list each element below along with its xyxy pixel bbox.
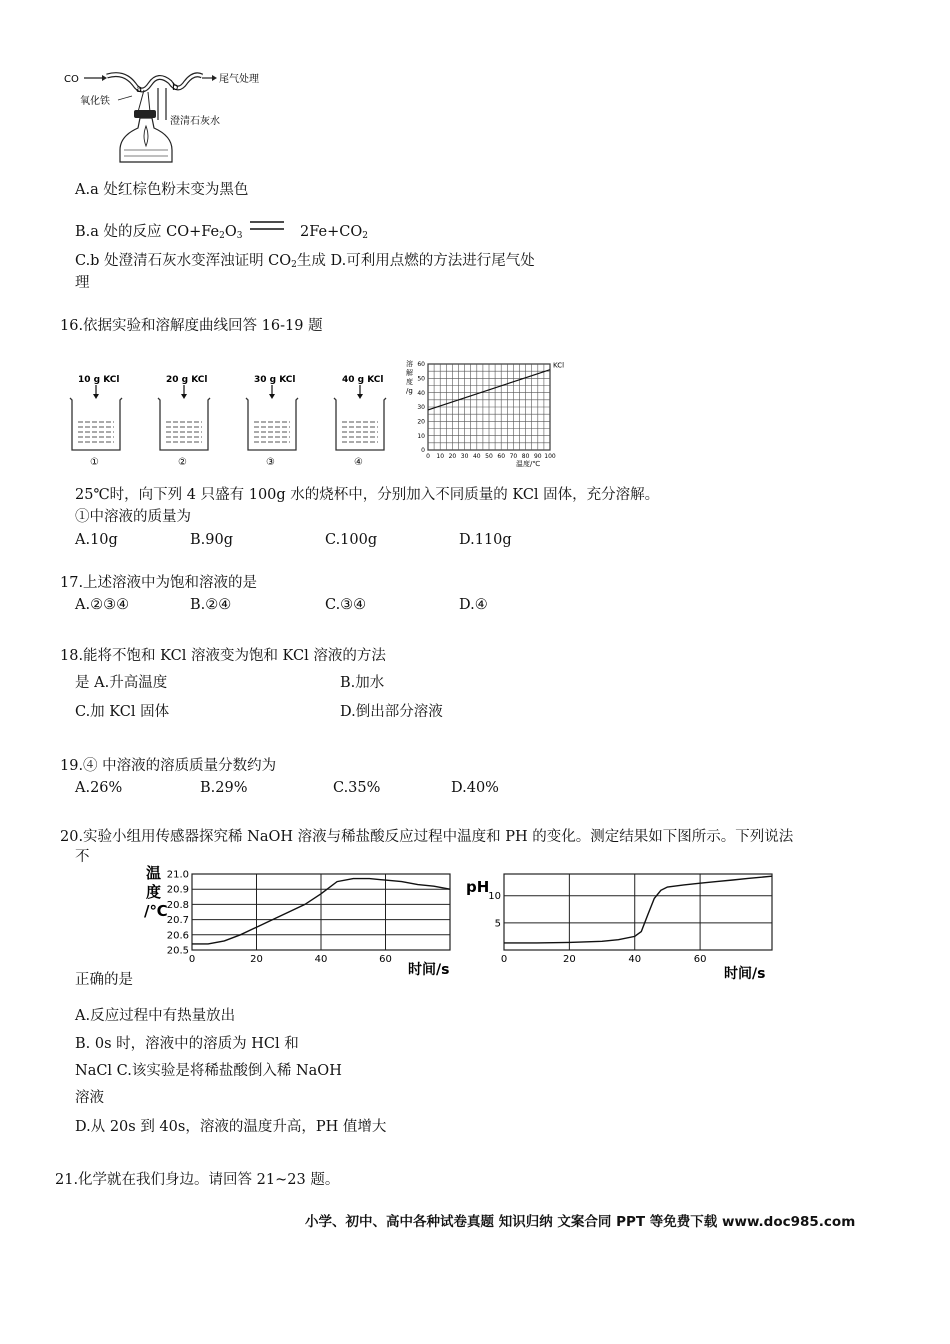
y-tick-label: 30 — [417, 404, 425, 412]
x-tick-label: 20 — [250, 954, 263, 965]
x-tick-label: 20 — [448, 453, 457, 460]
x-tick-label: 60 — [497, 453, 506, 460]
y-axis-label: 度 — [406, 378, 413, 386]
q18-option-c: C.加 KCl 固体 — [75, 704, 170, 720]
x-tick-label: 10 — [436, 453, 445, 460]
equals-sign — [250, 218, 286, 234]
q17-option-a: A.②③④ — [75, 597, 130, 613]
q20-stem-wrap: 不 — [75, 849, 90, 865]
q16-option-c: C.100g — [325, 532, 378, 548]
q17-option-c: C.③④ — [325, 597, 367, 613]
beaker-label-1: 10 g KCl — [78, 375, 120, 385]
beaker-arrowhead-1 — [93, 394, 99, 399]
ph-chart — [462, 862, 782, 980]
y-tick-label: 20 — [417, 418, 425, 426]
q15-option-b-sub3: 2 — [362, 231, 368, 241]
x-tick-label: 70 — [509, 453, 518, 460]
q16-option-d: D.110g — [459, 532, 512, 548]
y-tick-label: 20.6 — [166, 930, 189, 942]
q19-stem: 19.④ 中溶液的溶质质量分数约为 — [60, 758, 277, 774]
q20-stem: 20.实验小组用传感器探究稀 NaOH 溶液与稀盐酸反应过程中温度和 PH 的变化。测定结果如下图所示。下列说法 — [60, 829, 794, 845]
co-label: CO — [64, 74, 79, 85]
q19-option-c: C.35% — [333, 780, 381, 796]
q15-option-b-sub2: 3 — [236, 231, 243, 241]
footer-ad: 小学、初中、高中各种试卷真题 知识归纳 文案合同 PPT 等免费下载 www.doc985.com — [305, 1214, 856, 1230]
q17-option-d: D.④ — [459, 597, 488, 613]
series-label: KCl — [553, 361, 565, 370]
x-tick-label: 40 — [628, 954, 642, 965]
y-axis-label: /g — [406, 387, 413, 395]
q16-option-b: B.90g — [190, 532, 233, 548]
beaker-number-3: ③ — [266, 457, 275, 468]
q18-option-b: B.加水 — [340, 675, 385, 691]
q15-option-c — [75, 251, 535, 275]
x-tick-label: 100 — [544, 453, 556, 460]
beaker-number-1: ① — [90, 457, 99, 468]
x-axis-label: 时间/s — [724, 966, 766, 982]
beakers-figure — [66, 370, 386, 470]
apparatus-diagram — [62, 66, 282, 166]
beaker-label-2: 20 g KCl — [166, 375, 208, 385]
y-axis-label: pH — [466, 878, 490, 896]
q17-stem: 17.上述溶液中为饱和溶液的是 — [60, 575, 258, 591]
q20-option-a: A.反应过程中有热量放出 — [75, 1008, 236, 1024]
q15-option-b-prefix: B.a 处的反应 CO+Fe — [75, 224, 220, 240]
x-tick-label: 20 — [562, 954, 576, 965]
exhaust-label: 尾气处理 — [219, 74, 259, 85]
x-tick-label: 0 — [188, 954, 196, 965]
q15-option-c-prefix: C.b 处澄清石灰水变浑浊证明 CO — [75, 253, 292, 269]
kcl-solubility-chart — [404, 358, 574, 470]
b-label: b — [172, 82, 179, 93]
y-axis-label: 解 — [406, 369, 413, 377]
q16-text1: 25℃时，向下列 4 只盛有 100g 水的烧杯中，分别加入不同质量的 KCl 固体，充分溶解。 — [75, 487, 660, 503]
series-line — [504, 876, 772, 943]
q21-stem: 21.化学就在我们身边。请回答 21~23 题。 — [55, 1172, 340, 1188]
q15-option-c-sub: 2 — [291, 260, 297, 270]
beaker-arrowhead-2 — [181, 394, 187, 399]
q16-stem: 16.依据实验和溶解度曲线回答 16-19 题 — [60, 318, 323, 334]
q20-option-b-wrap: NaCl C.该实验是将稀盐酸倒入稀 NaOH — [75, 1063, 342, 1079]
y-tick-label: 20.9 — [166, 884, 189, 896]
y-tick-label: 10 — [488, 891, 501, 903]
q20-option-c-wrap: 溶液 — [75, 1090, 104, 1106]
beaker-label-3: 30 g KCl — [254, 375, 296, 385]
beaker-label-4: 40 g KCl — [342, 375, 384, 385]
q16-text2: ①中溶液的质量为 — [75, 509, 191, 525]
x-tick-label: 0 — [500, 954, 508, 965]
beaker-number-2: ② — [178, 457, 187, 468]
y-tick-label: 20.7 — [166, 915, 189, 927]
limewater-label: 澄清石灰水 — [170, 116, 220, 127]
y-tick-label: 50 — [417, 375, 425, 383]
q17-option-b: B.②④ — [190, 597, 232, 613]
plot-frame — [504, 874, 772, 950]
x-axis-label: 温度/℃ — [516, 460, 541, 468]
y-tick-label: 21.0 — [166, 869, 189, 881]
x-tick-label: 30 — [460, 453, 469, 460]
q15-option-b-sub1: 2 — [219, 231, 225, 241]
q16-option-a: A.10g — [75, 532, 118, 548]
q15-option-b-mid: O — [224, 224, 237, 240]
q20-option-d: D.从 20s 到 40s，溶液的温度升高，PH 值增大 — [75, 1119, 387, 1135]
q15-option-b-product-text: 2Fe+CO — [300, 224, 363, 240]
x-tick-label: 0 — [426, 453, 430, 460]
y-axis-label: 度 — [146, 883, 162, 901]
y-tick-label: 10 — [417, 432, 425, 440]
q15-option-b-product — [300, 222, 368, 246]
x-tick-label: 40 — [472, 453, 481, 460]
x-tick-label: 40 — [314, 954, 328, 965]
temperature-chart — [140, 862, 460, 980]
y-tick-label: 20.8 — [166, 899, 189, 911]
x-tick-label: 50 — [485, 453, 493, 460]
y-tick-label: 40 — [417, 389, 425, 397]
q15-option-a: A.a 处红棕色粉末变为黑色 — [75, 182, 249, 198]
x-tick-label: 60 — [379, 954, 392, 965]
x-tick-label: 60 — [693, 954, 707, 965]
y-tick-label: 60 — [417, 361, 425, 369]
x-axis-label: 时间/s — [408, 962, 450, 978]
y-tick-label: 5 — [494, 918, 501, 930]
a-label: a — [136, 84, 143, 95]
y-tick-label: 20.5 — [166, 945, 189, 957]
q19-option-b: B.29% — [200, 780, 248, 796]
q18-line2a: 是 A.升高温度 — [75, 675, 168, 691]
q19-option-a: A.26% — [75, 780, 123, 796]
beaker-arrowhead-4 — [357, 394, 363, 399]
y-axis-label: /℃ — [144, 902, 168, 920]
iron-oxide-label: 氧化铁 — [80, 96, 110, 107]
beaker-number-4: ④ — [354, 457, 363, 468]
q20-option-b: B. 0s 时，溶液中的溶质为 HCl 和 — [75, 1036, 299, 1052]
y-axis-label: 温 — [146, 864, 162, 882]
q15-option-c-suffix: 生成 D.可利用点燃的方法进行尾气处 — [296, 253, 535, 269]
y-tick-label: 0 — [421, 447, 425, 455]
y-axis-label: 溶 — [406, 360, 413, 368]
beaker-arrowhead-3 — [269, 394, 275, 399]
q18-option-d: D.倒出部分溶液 — [340, 704, 443, 720]
q15-option-b — [75, 222, 242, 246]
x-tick-label: 90 — [533, 453, 542, 460]
q19-option-d: D.40% — [451, 780, 499, 796]
x-tick-label: 80 — [521, 453, 530, 460]
q15-option-c-wrap: 理 — [75, 275, 90, 291]
q20-stem-end: 正确的是 — [75, 972, 133, 988]
q18-stem: 18.能将不饱和 KCl 溶液变为饱和 KCl 溶液的方法 — [60, 648, 386, 664]
